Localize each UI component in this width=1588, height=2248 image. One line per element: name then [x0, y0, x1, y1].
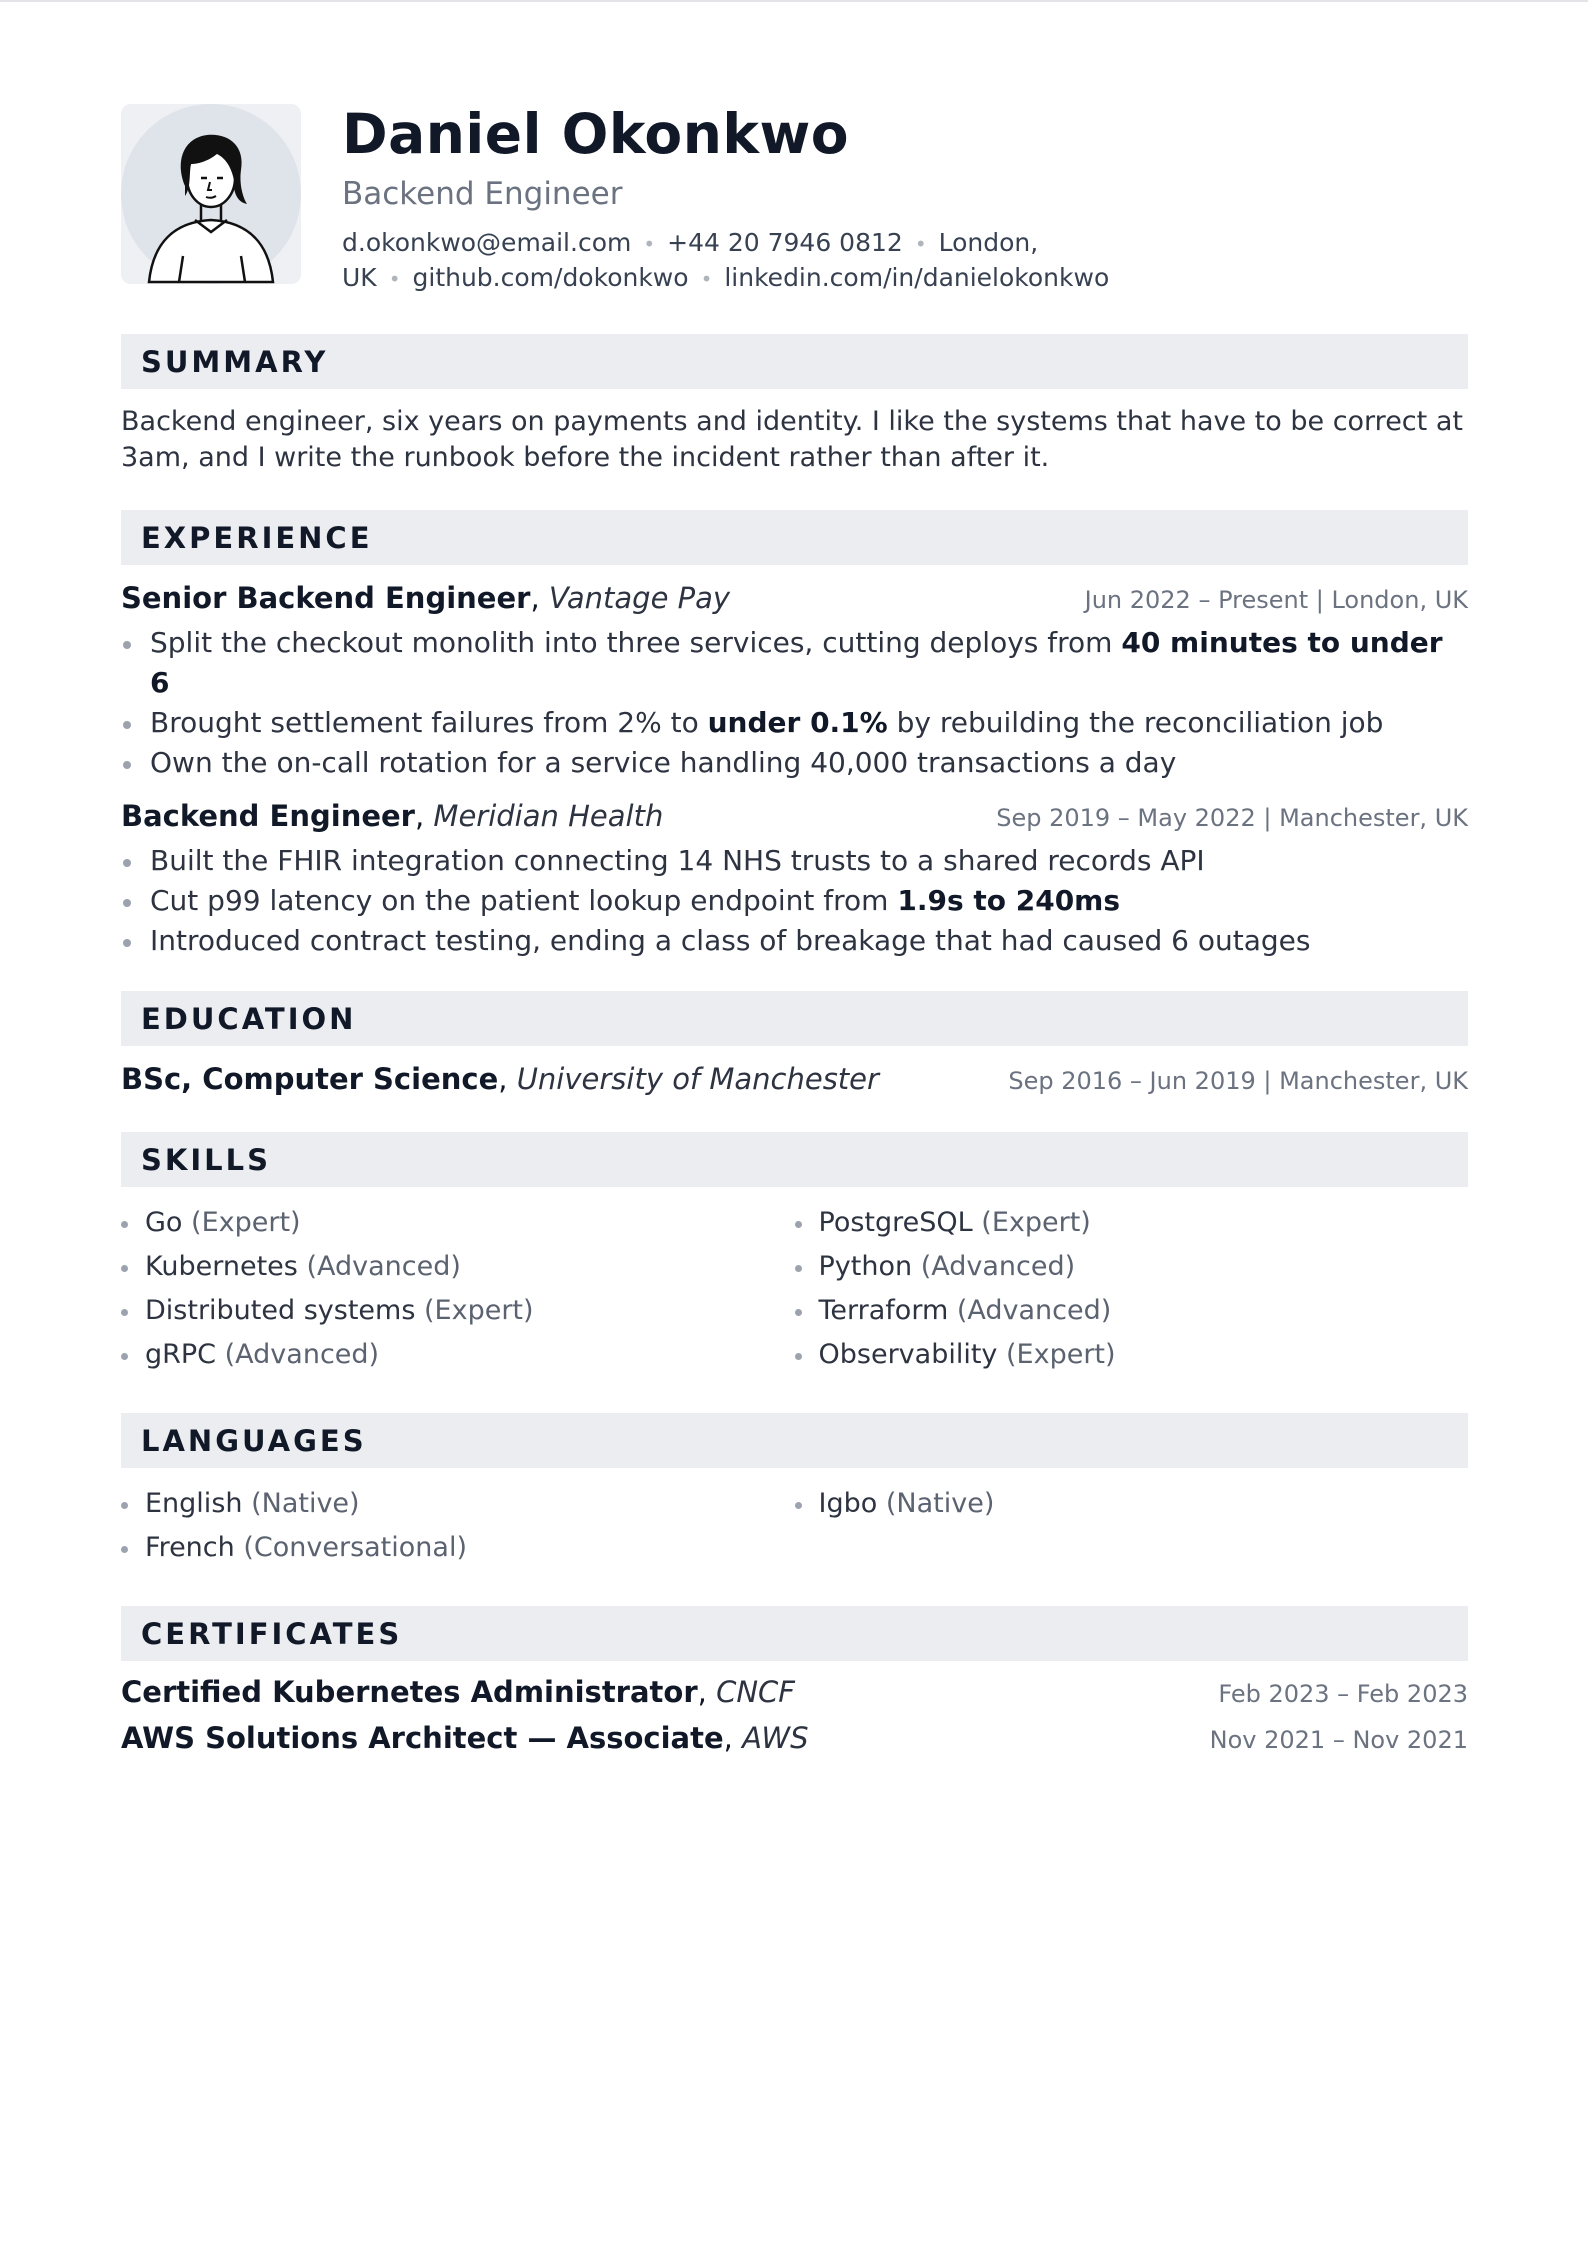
profile-photo: [121, 104, 301, 284]
bullet-text: Own the on-call rotation for a service handling 40,000 transactions a day: [150, 746, 1177, 779]
summary-text: Backend engineer, six years on payments and identity. I like the systems that have to be correct at 3am, and I write the runbook before the incident rather than after it.: [121, 406, 1463, 473]
education-meta: Sep 2016 – Jun 2019 | Manchester, UK: [1008, 1067, 1468, 1095]
language-name: English: [145, 1488, 243, 1519]
resume-page: [121, 104, 1468, 1755]
degree: BSc, Computer Science: [121, 1062, 499, 1096]
separator-dot: •: [700, 267, 713, 291]
certificate-entry: [121, 1675, 1468, 1709]
skill-name: Distributed systems: [145, 1295, 416, 1326]
skill-item: [121, 1201, 795, 1245]
skills-list: [121, 1201, 1468, 1377]
job-company: Meridian Health: [433, 799, 664, 833]
candidate-name: Daniel Okonkwo: [342, 102, 850, 166]
avatar-illustration: [121, 104, 301, 284]
bullet-item: [121, 743, 1468, 783]
skill-level: (Expert): [1006, 1339, 1116, 1370]
skill-level: (Expert): [191, 1207, 301, 1238]
bullet-item: [121, 623, 1468, 703]
education-title: BSc, Computer Science, University of Manchester: [121, 1062, 879, 1096]
certificate-issuer: CNCF: [716, 1675, 795, 1709]
certificate-title: AWS Solutions Architect — Associate, AWS: [121, 1721, 809, 1755]
experience-title: Senior Backend Engineer, Vantage Pay: [121, 581, 731, 615]
experience-entry: [121, 799, 1468, 961]
section-heading-education: EDUCATION: [121, 991, 1468, 1046]
job-company: Vantage Pay: [548, 581, 731, 615]
skill-name: Kubernetes: [145, 1251, 298, 1282]
skill-level: (Advanced): [920, 1251, 1076, 1282]
bullet-text: Brought settlement failures from 2% to: [150, 706, 708, 739]
bullet-text: by rebuilding the reconciliation job: [887, 706, 1384, 739]
skills-column-right: [795, 1201, 1469, 1377]
bullet-item: [121, 703, 1468, 743]
bullet-highlight: 40 minutes to under 6: [150, 626, 1443, 699]
certificate-dates: Feb 2023 – Feb 2023: [1218, 1680, 1468, 1708]
bullet-item: [121, 841, 1468, 881]
section-heading-certificates: CERTIFICATES: [121, 1606, 1468, 1661]
job-role: Senior Backend Engineer: [121, 581, 531, 615]
contact-linkedin[interactable]: linkedin.com/in/danielokonkwo: [724, 263, 1110, 292]
certificate-entry: [121, 1721, 1468, 1755]
skill-level: (Expert): [981, 1207, 1091, 1238]
language-name: Igbo: [818, 1488, 878, 1519]
bullet-highlight: under 0.1%: [707, 706, 888, 739]
bullet-text: Cut p99 latency on the patient lookup endpoint from: [150, 884, 898, 917]
language-level: (Conversational): [243, 1532, 467, 1563]
job-meta: Jun 2022 – Present | London, UK: [1084, 586, 1468, 614]
certificate-dates: Nov 2021 – Nov 2021: [1209, 1726, 1468, 1754]
skill-item: [121, 1333, 795, 1377]
skill-level: (Advanced): [306, 1251, 461, 1282]
header-text: [342, 102, 1110, 296]
section-heading-skills: SKILLS: [121, 1132, 1468, 1187]
skill-name: Terraform: [818, 1295, 949, 1326]
job-meta: Sep 2019 – May 2022 | Manchester, UK: [996, 804, 1468, 832]
experience-header: [121, 581, 1468, 615]
languages-column-right: [795, 1482, 1469, 1570]
language-item: [795, 1482, 1469, 1526]
certificate-name: AWS Solutions Architect — Associate: [121, 1721, 724, 1755]
language-name: French: [145, 1532, 235, 1563]
certificate-title: Certified Kubernetes Administrator, CNCF: [121, 1675, 795, 1709]
contact-phone[interactable]: +44 20 7946 0812: [667, 228, 903, 257]
bullet-text: Introduced contract testing, ending a class of breakage that had caused 6 outages: [150, 924, 1311, 957]
candidate-title: Backend Engineer: [342, 176, 623, 212]
section-heading-experience: EXPERIENCE: [121, 510, 1468, 565]
skill-level: (Advanced): [224, 1339, 380, 1370]
skill-item: [795, 1289, 1469, 1333]
bullet-highlight: 1.9s to 240ms: [897, 884, 1121, 917]
resume-header: [121, 104, 1468, 296]
contact-email[interactable]: d.okonkwo@email.com: [342, 228, 632, 257]
certificate-issuer: AWS: [742, 1721, 809, 1755]
experience-bullets: [121, 841, 1468, 961]
section-heading-summary: SUMMARY: [121, 334, 1468, 389]
contact-github[interactable]: github.com/dokonkwo: [412, 263, 689, 292]
experience-bullets: [121, 623, 1468, 783]
skill-level: (Expert): [424, 1295, 534, 1326]
language-level: (Native): [251, 1488, 360, 1519]
education-entry: [121, 1062, 1468, 1096]
experience-title: Backend Engineer, Meridian Health: [121, 799, 664, 833]
languages-column-left: [121, 1482, 795, 1570]
separator-dot: •: [643, 232, 656, 256]
skill-level: (Advanced): [956, 1295, 1112, 1326]
skill-name: gRPC: [145, 1339, 217, 1370]
skills-column-left: [121, 1201, 795, 1377]
separator-dot: •: [388, 267, 401, 291]
job-role: Backend Engineer: [121, 799, 415, 833]
skill-item: [795, 1333, 1469, 1377]
section-heading-languages: LANGUAGES: [121, 1413, 1468, 1468]
separator-dot: •: [914, 232, 927, 256]
bullet-item: [121, 921, 1468, 961]
experience-header: [121, 799, 1468, 833]
page-top-border: [0, 0, 1588, 2]
languages-list: [121, 1482, 1468, 1570]
skill-name: Observability: [818, 1339, 998, 1370]
school: University of Manchester: [516, 1062, 879, 1096]
language-item: [121, 1482, 795, 1526]
skill-name: PostgreSQL: [818, 1207, 973, 1238]
bullet-text: Built the FHIR integration connecting 14 NHS trusts to a shared records API: [150, 844, 1205, 877]
bullet-item: [121, 881, 1468, 921]
skill-name: Go: [145, 1207, 183, 1238]
skill-item: [795, 1201, 1469, 1245]
contact-location: London, UK: [342, 228, 1039, 292]
certificate-name: Certified Kubernetes Administrator: [121, 1675, 698, 1709]
skill-item: [795, 1245, 1469, 1289]
experience-entry: [121, 581, 1468, 783]
language-level: (Native): [885, 1488, 995, 1519]
skill-item: [121, 1289, 795, 1333]
contact-info: [342, 226, 1110, 296]
bullet-text: Split the checkout monolith into three services, cutting deploys from: [150, 626, 1122, 659]
skill-name: Python: [818, 1251, 913, 1282]
skill-item: [121, 1245, 795, 1289]
language-item: [121, 1526, 795, 1570]
